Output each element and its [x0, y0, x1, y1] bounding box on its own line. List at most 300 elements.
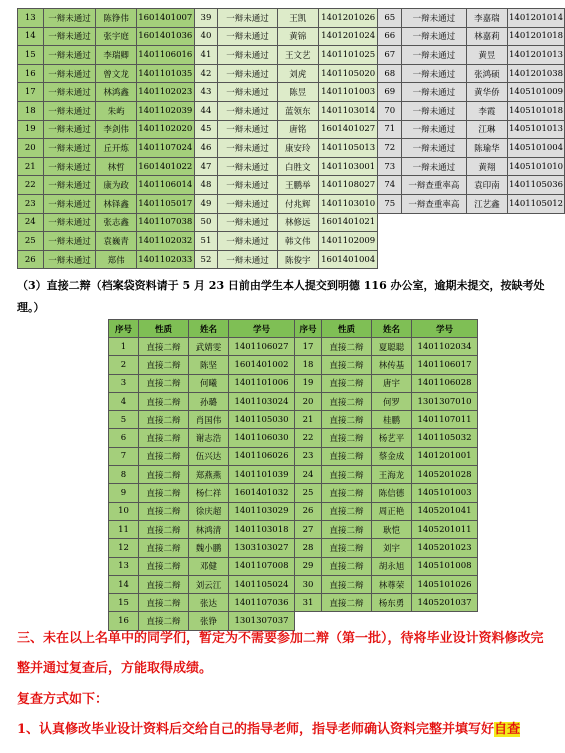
table-cell: 1401106028	[412, 374, 478, 392]
table-cell: 林鸿清	[189, 520, 229, 538]
table-cell: 12	[109, 539, 139, 557]
table-cell: 黄华侨	[466, 83, 507, 102]
table-cell: 唐宇	[372, 374, 412, 392]
table-row	[109, 356, 478, 374]
table-cell: 1401106017	[412, 356, 478, 374]
table-cell: 张达	[189, 594, 229, 612]
table-cell: 21	[295, 411, 322, 429]
table-cell: 1301307037	[229, 612, 295, 630]
table-cell: 1601401022	[136, 157, 194, 176]
table-cell: 17	[295, 338, 322, 356]
table-cell: 75	[378, 194, 402, 213]
empty-cell	[378, 232, 402, 251]
table-cell: 13	[109, 557, 139, 575]
table-cell: 1401201001	[412, 447, 478, 465]
table-cell: 徐庆超	[189, 502, 229, 520]
table-cell: 1405201041	[412, 502, 478, 520]
table-cell: 直接二辩	[139, 447, 189, 465]
table-cell: 刘云江	[189, 575, 229, 593]
table-cell: 一辩未通过	[43, 157, 96, 176]
table-cell: 21	[18, 157, 44, 176]
table-cell: 2	[109, 356, 139, 374]
table-cell: 陈俊宇	[277, 250, 318, 269]
table-cell: 一辩未通过	[43, 213, 96, 232]
table-row	[109, 411, 478, 429]
table-cell: 26	[18, 250, 44, 269]
table-cell: 67	[378, 46, 402, 65]
table-cell: 1601401002	[229, 356, 295, 374]
table-cell: 29	[295, 557, 322, 575]
table-cell: 1405201011	[412, 520, 478, 538]
table-cell: 1303103027	[229, 539, 295, 557]
table-cell: 1401201013	[508, 46, 565, 65]
table-cell: 1405201028	[412, 466, 478, 484]
table-cell: 付兆辉	[277, 194, 318, 213]
table-row	[18, 194, 565, 213]
table-cell: 一辩未通过	[43, 194, 96, 213]
table-cell: 一辩未通过	[218, 120, 277, 139]
table-row	[18, 9, 565, 28]
table-cell: 一辩未通过	[43, 27, 96, 46]
empty-cell	[402, 213, 467, 232]
empty-cell	[402, 250, 467, 269]
direct-second-defense-table	[108, 319, 478, 631]
table-cell: 1601401036	[136, 27, 194, 46]
column-header: 姓名	[189, 320, 229, 338]
table-cell: 1401105032	[412, 429, 478, 447]
table-cell: 1401201024	[318, 27, 378, 46]
table-cell: 1401101006	[229, 374, 295, 392]
table-cell: 郑伟	[96, 250, 136, 269]
empty-cell	[466, 250, 507, 269]
table-cell: 31	[295, 594, 322, 612]
table-cell: 24	[295, 466, 322, 484]
table-cell: 林哲	[96, 157, 136, 176]
table-cell: 桂鹏	[372, 411, 412, 429]
table-row	[109, 429, 478, 447]
table-cell: 夏聪聪	[372, 338, 412, 356]
table-cell: 50	[194, 213, 218, 232]
table-cell: 一辩未通过	[43, 139, 96, 158]
table-cell: 7	[109, 447, 139, 465]
table-cell: 直接二辩	[322, 411, 372, 429]
table-cell: 15	[109, 594, 139, 612]
table-cell: 丘开炼	[96, 139, 136, 158]
table-cell: 1401101025	[318, 46, 378, 65]
table-cell: 直接二辩	[139, 594, 189, 612]
recheck-method-title: 复查方式如下：	[17, 692, 109, 707]
table-cell: 一辩未通过	[402, 46, 467, 65]
table-cell: 直接二辩	[139, 356, 189, 374]
table-cell: 9	[109, 484, 139, 502]
table-cell: 一辩未通过	[402, 9, 467, 28]
table-cell: 1401103024	[229, 392, 295, 410]
table-cell: 一辩未通过	[43, 101, 96, 120]
table-cell: 71	[378, 120, 402, 139]
table-cell: 73	[378, 157, 402, 176]
table-cell: 邓健	[189, 557, 229, 575]
table-row	[109, 594, 478, 612]
table-cell: 1405201037	[412, 594, 478, 612]
table-cell: 蓝领东	[277, 101, 318, 120]
table-cell: 直接二辩	[322, 466, 372, 484]
table-cell: 1401105024	[229, 575, 295, 593]
table-cell: 18	[295, 356, 322, 374]
table-cell: 1405101008	[412, 557, 478, 575]
table-cell: 1401105036	[508, 176, 565, 195]
table-cell: 直接二辩	[322, 502, 372, 520]
table-cell: 1401105013	[318, 139, 378, 158]
table-cell: 李瑞卿	[96, 46, 136, 65]
table-cell: 直接二辩	[322, 557, 372, 575]
table-cell: 24	[18, 213, 44, 232]
table-cell: 魏小鹏	[189, 539, 229, 557]
table-cell: 52	[194, 250, 218, 269]
table-cell: 直接二辩	[322, 594, 372, 612]
table-cell: 直接二辩	[322, 520, 372, 538]
table-cell: 一辩未通过	[402, 157, 467, 176]
table-cell: 袁印南	[466, 176, 507, 195]
notice-no-second-defense: 三、未在以上名单中的同学们，暂定为不需要参加二辩（第一批），待将毕业设计资料修改完整并通过复查后，方能取得成绩。	[17, 631, 544, 676]
table-cell: 胡永旭	[372, 557, 412, 575]
table-cell: 16	[18, 64, 44, 83]
table-cell: 65	[378, 9, 402, 28]
table-cell: 47	[194, 157, 218, 176]
table-cell: 一辩未通过	[218, 64, 277, 83]
table-cell: 72	[378, 139, 402, 158]
table-cell: 14	[109, 575, 139, 593]
table-cell: 直接二辩	[139, 557, 189, 575]
table-cell: 一辩未通过	[402, 101, 467, 120]
table-cell: 69	[378, 83, 402, 102]
table-cell: 刘虎	[277, 64, 318, 83]
table-row	[18, 46, 565, 65]
table-row	[18, 176, 565, 195]
table-cell: 1601401021	[318, 213, 378, 232]
table-row	[109, 466, 478, 484]
table-cell: 陈瑜华	[466, 139, 507, 158]
table-cell: 1401102032	[136, 232, 194, 251]
table-cell: 孙璐	[189, 392, 229, 410]
table-cell: 1405101026	[412, 575, 478, 593]
table-cell: 22	[18, 176, 44, 195]
table-cell: 一辩未通过	[218, 9, 277, 28]
failed-first-defense-table	[17, 8, 565, 269]
table-cell: 林尊荣	[372, 575, 412, 593]
table-cell: 1401103010	[318, 194, 378, 213]
column-header: 序号	[295, 320, 322, 338]
column-header: 序号	[109, 320, 139, 338]
step-1-number: 1、	[17, 722, 40, 737]
table-cell: 林鸿鑫	[96, 83, 136, 102]
table-cell: 一辩未通过	[218, 46, 277, 65]
table-cell: 一辩未通过	[218, 213, 277, 232]
table-cell: 直接二辩	[139, 374, 189, 392]
table-row	[18, 232, 565, 251]
table-cell: 王凯	[277, 9, 318, 28]
column-header: 学号	[229, 320, 295, 338]
table-cell: 1401102009	[318, 232, 378, 251]
table-cell: 1401107011	[412, 411, 478, 429]
table-cell: 1405101018	[508, 101, 565, 120]
table-cell: 陈信德	[372, 484, 412, 502]
table-cell: 谢志浩	[189, 429, 229, 447]
table-cell: 1401107024	[136, 139, 194, 158]
table-cell: 康为政	[96, 176, 136, 195]
table-cell: 1401102034	[412, 338, 478, 356]
table-cell: 白胜文	[277, 157, 318, 176]
table-cell: 1401201026	[318, 9, 378, 28]
column-header: 性质	[139, 320, 189, 338]
table-cell: 1601401027	[318, 120, 378, 139]
table-cell: 1401105017	[136, 194, 194, 213]
table-cell: 陈昱	[277, 83, 318, 102]
table-cell: 王文艺	[277, 46, 318, 65]
table-cell: 杨仁祥	[189, 484, 229, 502]
table-row	[109, 374, 478, 392]
table-row	[18, 64, 565, 83]
table-cell: 直接二辩	[322, 356, 372, 374]
table-cell: 林修远	[277, 213, 318, 232]
table-cell: 一辩未通过	[43, 176, 96, 195]
table-cell: 杨东勇	[372, 594, 412, 612]
table-row	[18, 27, 565, 46]
step-1-highlight: 自查	[494, 722, 521, 737]
table-cell: 张志鑫	[96, 213, 136, 232]
table-cell: 康安玲	[277, 139, 318, 158]
table-row	[109, 447, 478, 465]
table-cell: 1401105020	[318, 64, 378, 83]
table-cell: 27	[295, 520, 322, 538]
table-cell: 1401105030	[229, 411, 295, 429]
table-cell: 25	[295, 484, 322, 502]
table-cell: 直接二辩	[139, 520, 189, 538]
table-cell: 周正艳	[372, 502, 412, 520]
table-cell: 林铎鑫	[96, 194, 136, 213]
table-cell: 1405101010	[508, 157, 565, 176]
table-cell: 1401103001	[318, 157, 378, 176]
section-3-direct-second-defense-heading: （3）直接二辩（档案袋资料请于 5 月 23 日前由学生本人提交到明德 116 办公室，逾期未提交，按缺考处理。）	[17, 279, 545, 314]
table-row	[18, 120, 565, 139]
table-cell: 陈铮伟	[96, 9, 136, 28]
table-cell: 41	[194, 46, 218, 65]
table-cell: 张铮	[189, 612, 229, 630]
table-cell: 一辩未通过	[43, 250, 96, 269]
table-cell: 黄昱	[466, 46, 507, 65]
table-cell: 1401101039	[229, 466, 295, 484]
table-cell: 1401106027	[229, 338, 295, 356]
table-cell: 直接二辩	[322, 338, 372, 356]
table-cell: 1401106030	[229, 429, 295, 447]
table-cell: 一辩未通过	[218, 232, 277, 251]
table-cell: 一辩查重率高	[402, 194, 467, 213]
table-cell: 一辩未通过	[218, 27, 277, 46]
table-cell: 林传基	[372, 356, 412, 374]
table-cell: 直接二辩	[322, 484, 372, 502]
step-1-text: 认真修改毕业设计资料后交给自己的指导老师，指导老师确认资料完整并填写好	[39, 722, 495, 737]
table-row	[18, 83, 565, 102]
table-cell: 一辩未通过	[402, 64, 467, 83]
table-cell: 一辩未通过	[43, 83, 96, 102]
table-cell: 11	[109, 520, 139, 538]
empty-cell	[508, 213, 565, 232]
table-cell: 肖国伟	[189, 411, 229, 429]
table-cell: 1401102033	[136, 250, 194, 269]
table-cell: 22	[295, 429, 322, 447]
table-cell: 林嘉莉	[466, 27, 507, 46]
table-cell: 49	[194, 194, 218, 213]
table-row	[109, 575, 478, 593]
table-cell: 江琳	[466, 120, 507, 139]
table-cell: 1401101035	[136, 64, 194, 83]
table-cell: 伍兴达	[189, 447, 229, 465]
table-cell: 1405101009	[508, 83, 565, 102]
table-cell: 51	[194, 232, 218, 251]
table-cell: 李嘉瑞	[466, 9, 507, 28]
column-header: 学号	[412, 320, 478, 338]
table-cell: 一辩未通过	[218, 157, 277, 176]
table-cell: 直接二辩	[139, 338, 189, 356]
table-cell: 直接二辩	[139, 612, 189, 630]
table-cell: 28	[295, 539, 322, 557]
table-cell: 20	[18, 139, 44, 158]
table-cell: 直接二辩	[139, 484, 189, 502]
table-cell: 39	[194, 9, 218, 28]
table-row	[109, 338, 478, 356]
table-row	[109, 502, 478, 520]
table-cell: 黄锦	[277, 27, 318, 46]
table-cell: 一辩未通过	[402, 27, 467, 46]
table-cell: 1601401004	[318, 250, 378, 269]
table-cell: 42	[194, 64, 218, 83]
column-header: 姓名	[372, 320, 412, 338]
table-cell: 李霞	[466, 101, 507, 120]
empty-cell	[508, 232, 565, 251]
table-cell: 1401106016	[136, 46, 194, 65]
table-cell: 1401107036	[229, 594, 295, 612]
table-cell: 1401201038	[508, 64, 565, 83]
table-cell: 1401101003	[318, 83, 378, 102]
table-cell: 一辩未通过	[218, 250, 277, 269]
table-row	[18, 157, 565, 176]
table-cell: 一辩未通过	[218, 176, 277, 195]
table-cell: 70	[378, 101, 402, 120]
table-cell: 1401106014	[136, 176, 194, 195]
table-cell: 1	[109, 338, 139, 356]
table-cell: 一辩未通过	[218, 139, 277, 158]
table-cell: 43	[194, 83, 218, 102]
table-row	[109, 392, 478, 410]
table-cell: 韩文伟	[277, 232, 318, 251]
table-cell: 江艺鑫	[466, 194, 507, 213]
table-cell: 一辩未通过	[402, 120, 467, 139]
table-cell: 26	[295, 502, 322, 520]
column-header: 性质	[322, 320, 372, 338]
table-cell: 直接二辩	[139, 575, 189, 593]
table-cell: 袁巍青	[96, 232, 136, 251]
table-cell: 13	[18, 9, 44, 28]
table-cell: 唐铭	[277, 120, 318, 139]
table-cell: 17	[18, 83, 44, 102]
table-cell: 1401107038	[136, 213, 194, 232]
table-cell: 23	[295, 447, 322, 465]
table-cell: 1401103018	[229, 520, 295, 538]
table-cell: 黄翔	[466, 157, 507, 176]
table-cell: 一辩未通过	[218, 194, 277, 213]
table-cell: 杨艺平	[372, 429, 412, 447]
table-cell: 5	[109, 411, 139, 429]
table-cell: 何曦	[189, 374, 229, 392]
table-cell: 一辩未通过	[402, 83, 467, 102]
table-cell: 1405101004	[508, 139, 565, 158]
table-cell: 王鹏举	[277, 176, 318, 195]
table-cell: 16	[109, 612, 139, 630]
table-cell: 直接二辩	[322, 447, 372, 465]
table-cell: 3	[109, 374, 139, 392]
table-cell: 1601401032	[229, 484, 295, 502]
table-cell: 25	[18, 232, 44, 251]
table-cell: 30	[295, 575, 322, 593]
table-cell: 1401108027	[318, 176, 378, 195]
table-cell: 直接二辩	[139, 392, 189, 410]
table-cell: 朱屿	[96, 101, 136, 120]
table-cell: 1401105012	[508, 194, 565, 213]
table-cell: 46	[194, 139, 218, 158]
empty-cell	[466, 232, 507, 251]
table-cell: 直接二辩	[322, 429, 372, 447]
table-cell: 1401106026	[229, 447, 295, 465]
table-cell: 武婧雯	[189, 338, 229, 356]
table-row	[18, 213, 565, 232]
table-cell: 10	[109, 502, 139, 520]
empty-cell	[378, 250, 402, 269]
table-cell: 直接二辩	[139, 411, 189, 429]
table-cell: 曾文龙	[96, 64, 136, 83]
table-row	[109, 557, 478, 575]
table-cell: 直接二辩	[322, 374, 372, 392]
table-cell: 1301307010	[412, 392, 478, 410]
table-cell: 何罗	[372, 392, 412, 410]
table-cell: 1405101003	[412, 484, 478, 502]
table-cell: 一辩未通过	[218, 101, 277, 120]
table-cell: 直接二辩	[139, 466, 189, 484]
table-cell: 1401107008	[229, 557, 295, 575]
table-cell: 直接二辩	[139, 429, 189, 447]
table-cell: 40	[194, 27, 218, 46]
table-cell: 一辩未通过	[218, 83, 277, 102]
table-cell: 1401201018	[508, 27, 565, 46]
table-cell: 74	[378, 176, 402, 195]
table-row	[109, 520, 478, 538]
table-cell: 一辩未通过	[43, 120, 96, 139]
empty-cell	[378, 213, 402, 232]
table-row	[109, 484, 478, 502]
recheck-step-1	[17, 718, 549, 737]
table-cell: 66	[378, 27, 402, 46]
empty-cell	[466, 213, 507, 232]
table-cell: 直接二辩	[322, 539, 372, 557]
table-cell: 8	[109, 466, 139, 484]
table-cell: 张宇庭	[96, 27, 136, 46]
table-cell: 李剑伟	[96, 120, 136, 139]
table-cell: 20	[295, 392, 322, 410]
table-cell: 直接二辩	[322, 575, 372, 593]
table-cell: 1401103014	[318, 101, 378, 120]
table-cell: 19	[18, 120, 44, 139]
table-cell: 44	[194, 101, 218, 120]
table-row	[18, 139, 565, 158]
table-cell: 1401103029	[229, 502, 295, 520]
